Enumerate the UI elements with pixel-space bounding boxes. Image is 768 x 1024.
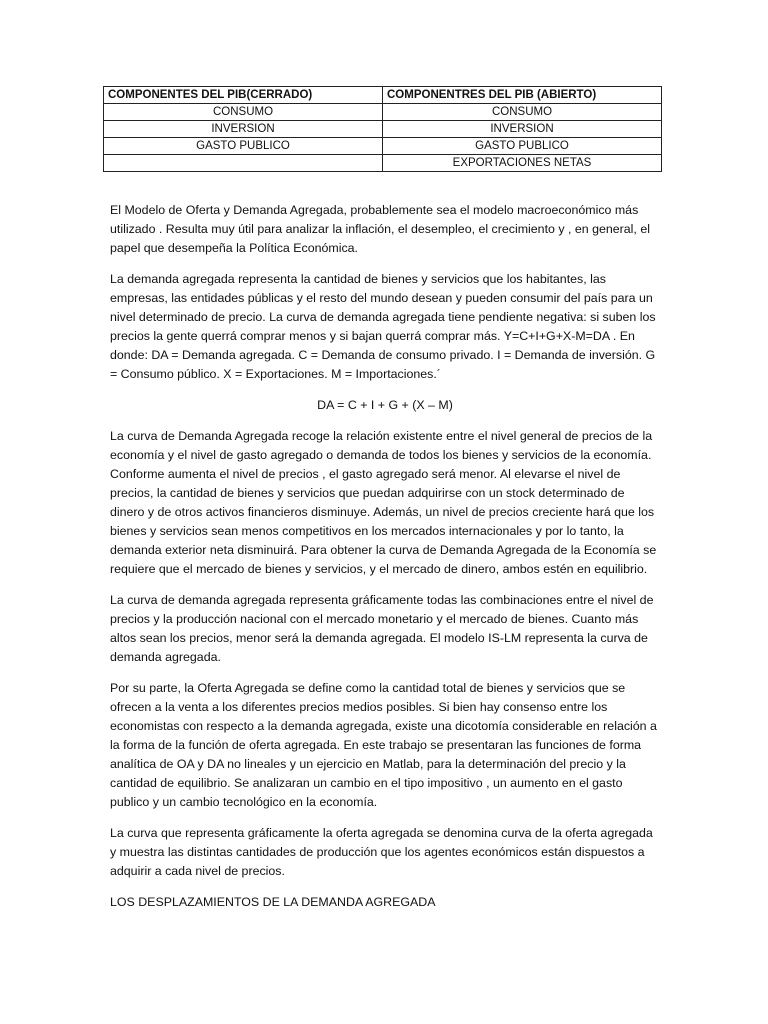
table-row (104, 121, 662, 138)
paragraph-aggregate-demand-definition: La demanda agregada representa la cantidad de bienes y servicios que los habitantes, las empresas, las entidades públicas y el resto del mundo desean y pueden consumir del país para un nivel determinado de precio. La curva de demanda agregada tiene pendiente negativa: si suben los precios la gente querrá comprar menos y si bajan querrá comprar más. Y=C+I+G+X-M=DA . En donde: DA = Demanda agregada. C = Demanda de consumo privado. I = Demanda de inversión. G = Consumo público. X = Exportaciones. M = Importaciones.´ (110, 272, 656, 381)
table-cell: CONSUMO (383, 104, 662, 121)
table-cell: EXPORTACIONES NETAS (383, 155, 662, 172)
document-body (110, 201, 660, 912)
table-cell: GASTO PUBLICO (383, 138, 662, 155)
paragraph-demand-curve-graph: La curva de demanda agregada representa gráficamente todas las combinaciones entre el nivel de precios y la producción nacional con el mercado monetario y el mercado de bienes. Cuanto más altos sean los precios, menor será la demanda agregada. El modelo IS-LM representa la curva de demanda agregada. (110, 593, 654, 664)
table-cell: INVERSION (104, 121, 383, 138)
table-cell: INVERSION (383, 121, 662, 138)
table-row (104, 138, 662, 155)
paragraph-intro: El Modelo de Oferta y Demanda Agregada, probablemente sea el modelo macroeconómico más utilizado . Resulta muy útil para analizar la inflación, el desempleo, el crecimiento y , en general, el papel que desempeña la Política Económica. (110, 203, 650, 255)
header-closed-economy: COMPONENTES DEL PIB(CERRADO) (104, 87, 383, 104)
table-cell: CONSUMO (104, 104, 383, 121)
table-cell (104, 155, 383, 172)
paragraph-demand-curve: La curva de Demanda Agregada recoge la relación existente entre el nivel general de precios de la economía y el nivel de gasto agregado o demanda de todos los bienes y servicios de la economía. Conforme aumenta el nivel de precios , el gasto agregado será menor. Al elevarse el nivel de precios, la cantidad de bienes y servicios que puedan adquirirse con un stock determinado de dinero y de otros activos financieros disminuye. Además, un nivel de precios creciente hará que los bienes y servicios sean menos competitivos en los mercados internacionales y por lo tanto, la demanda exterior neta disminuirá. Para obtener la curva de Demanda Agregada de la Economía se requiere que el mercado de bienes y servicios, y el mercado de dinero, ambos estén en equilibrio. (110, 429, 657, 576)
pib-components-table (103, 86, 662, 172)
paragraph-aggregate-supply: Por su parte, la Oferta Agregada se define como la cantidad total de bienes y servicios que se ofrecen a la venta a los diferentes precios medios posibles. Si bien hay consenso entre los economistas con respecto a la demanda agregada, existe una dicotomía considerable en relación a la forma de la función de oferta agregada. En este trabajo se presentaran las funciones de forma analítica de OA y DA no lineales y un ejercicio en Matlab, para la determinación del precio y la cantidad de equilibrio. Se analizaran un cambio en el tipo impositivo , un aumento en el gasto publico y un cambio tecnológico en la economía. (110, 681, 657, 809)
section-heading: LOS DESPLAZAMIENTOS DE LA DEMANDA AGREGADA (110, 895, 436, 909)
header-open-economy: COMPONENTRES DEL PIB (ABIERTO) (383, 87, 662, 104)
table-row (104, 104, 662, 121)
paragraph-supply-curve: La curva que representa gráficamente la oferta agregada se denomina curva de la oferta agregada y muestra las distintas cantidades de producción que los agentes económicos están dispuestos a adquirir a cada nivel de precios. (110, 826, 653, 878)
table-cell: GASTO PUBLICO (104, 138, 383, 155)
table-row (104, 155, 662, 172)
table-header-row (104, 87, 662, 104)
aggregate-demand-formula: DA = C + I + G + (X – M) (317, 398, 453, 412)
